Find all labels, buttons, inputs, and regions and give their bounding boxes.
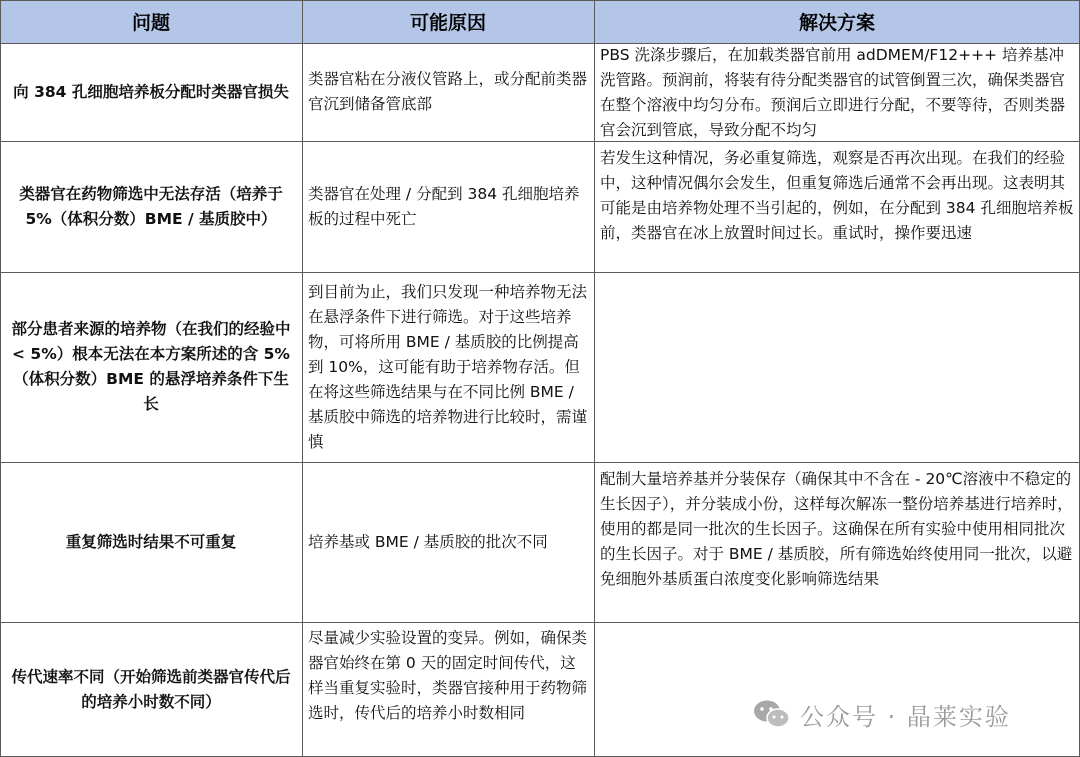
grid-line <box>0 622 1080 623</box>
row-5-problem: 传代速率不同（开始筛选前类器官传代后的培养小时数不同） <box>11 667 291 711</box>
row-1-problem: 向 384 孔细胞培养板分配时类器官损失 <box>13 82 289 101</box>
watermark <box>752 696 1011 732</box>
row-4-solution: 配制大量培养基并分装保存（确保其中不含在 - 20℃溶液中不稳定的生长因子），并分装成小份，这样每次解冻一整份培养基进行培养时，使用的都是同一批次的生长因子。这确保在所有实验中使用相同批次的生长因子。对于 BME / 基质胶，所有筛选始终使用同一批次，以避免细胞外基质蛋白浓度变化影响筛选结果 <box>600 470 1073 588</box>
row-4-problem: 重复筛选时结果不可重复 <box>65 532 237 551</box>
grid-line <box>0 462 1080 463</box>
watermark-text: 公众号 · 晶莱实验 <box>800 702 1011 731</box>
row-1-cause: 类器官粘在分液仪管路上，或分配前类器官沉到储备管底部 <box>308 70 588 113</box>
row-3-cause: 到目前为止，我们只发现一种培养物无法在悬浮条件下进行筛选。对于这些培养物，可将所用 BME / 基质胶的比例提高到 10%，这可能有助于培养物存活。但在将这些筛选结果与在不同比例 BME / 基质胶中筛选的培养物进行比较时，需谨慎 <box>308 283 588 451</box>
grid-line <box>594 0 595 757</box>
grid-line <box>302 0 303 757</box>
row-5-cause: 尽量减少实验设置的变异。例如，确保类器官始终在第 0 天的固定时间传代，这样当重复实验时，类器官接种用于药物筛选时，传代后的培养小时数相同 <box>308 629 588 722</box>
grid-line <box>0 141 1080 142</box>
grid-line <box>0 272 1080 273</box>
wechat-icon <box>752 698 792 730</box>
row-4-cause: 培养基或 BME / 基质胶的批次不同 <box>308 532 548 551</box>
row-1-solution: PBS 洗涤步骤后，在加载类器官前用 adDMEM/F12+++ 培养基冲洗管路。预润前，将装有待分配类器官的试管倒置三次，确保类器官在整个溶液中均匀分布。预润后立即进行分配，不要等待，否则类器官会沉到管底，导致分配不均匀 <box>600 46 1066 139</box>
row-2-problem: 类器官在药物筛选中无法存活（培养于 5%（体积分数）BME / 基质胶中） <box>19 184 283 228</box>
grid-line <box>0 43 1080 44</box>
row-5-solution <box>594 622 1080 757</box>
grid-line <box>0 0 1 757</box>
grid-line <box>0 0 1080 1</box>
header-problem: 问题 <box>0 0 302 43</box>
row-3-solution <box>594 272 1080 462</box>
header-cause: 可能原因 <box>302 0 594 43</box>
row-3-problem: 部分患者来源的培养物（在我们的经验中 < 5%）根本无法在本方案所述的含 5%（体积分数）BME 的悬浮培养条件下生长 <box>11 320 291 413</box>
row-2-solution: 若发生这种情况，务必重复筛选，观察是否再次出现。在我们的经验中，这种情况偶尔会发生，但重复筛选后通常不会再出现。这表明其可能是由培养物处理不当引起的，例如，在分配到 384 孔细胞培养板前，类器官在冰上放置时间过长。重试时，操作要迅速 <box>600 149 1074 242</box>
row-2-cause: 类器官在处理 / 分配到 384 孔细胞培养板的过程中死亡 <box>308 184 580 228</box>
header-solution: 解决方案 <box>594 0 1080 43</box>
